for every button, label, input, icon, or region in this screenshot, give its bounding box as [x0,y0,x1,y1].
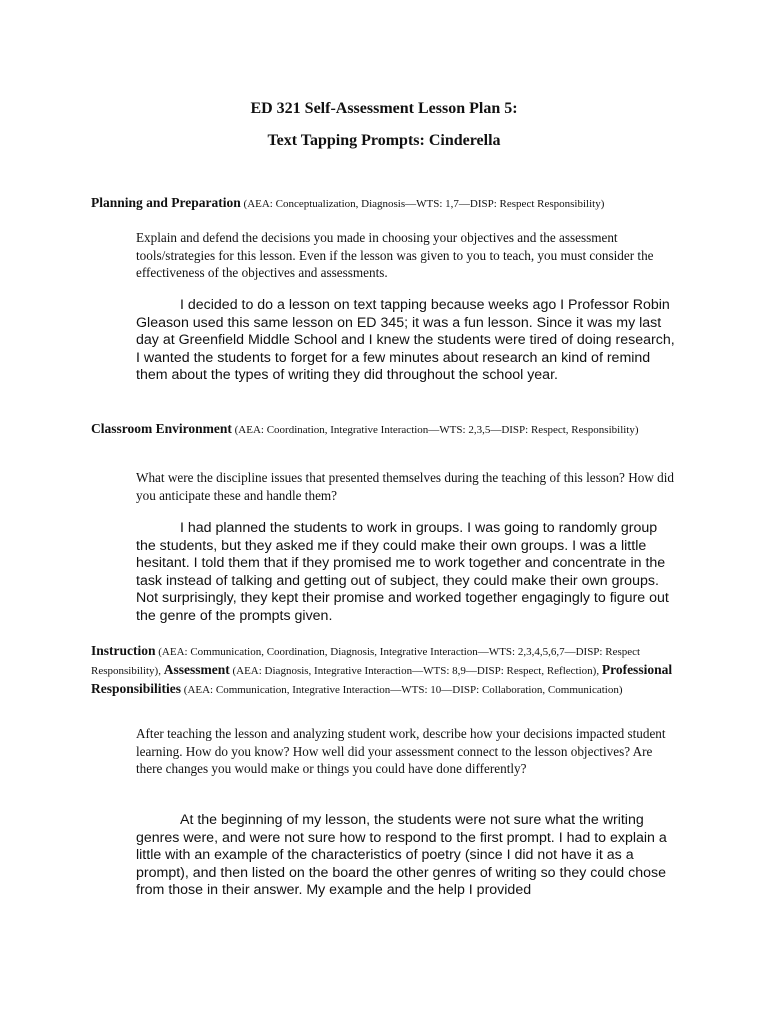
reflection-prompt [136,725,676,778]
section-heading-environment [91,420,691,439]
reflection-answer [136,297,676,385]
document-subtitle: Text Tapping Prompts: Cinderella [267,132,501,149]
document-title: ED 321 Self-Assessment Lesson Plan 5: [250,100,518,117]
heading-label: Assessment [163,662,230,677]
standards-text: (AEA: Conceptualization, Diagnosis—WTS: 1,7—DISP: Respect Responsibility) [240,198,605,210]
heading-label: Planning and Preparation [91,195,241,210]
heading-label: Classroom Environment [91,421,232,436]
standards-text: (AEA: Communication, Coordination, Diagnosis, Integrative Interaction—WTS: 2,3,4,5,6,7—DISP: Respect Responsibility), [91,646,641,677]
answer-text: I had planned the students to work in groups. I was going to randomly group the students, but they asked me if they could make their own groups. I was a little hesitant. I told them that if they promised me to work together and concentrate in the task instead of talking and getting out of subject, they could make their own groups. Not surprisingly, they kept their promise and worked together engagingly to figure out the genre of the prompts given. [136,520,669,624]
reflection-prompt [136,469,676,504]
section-heading-instruction [91,642,681,699]
section-heading-planning [91,194,691,213]
prompt-text: What were the discipline issues that presented themselves during the teaching of this lesson? How did you anticipate these and handle them? [136,470,674,503]
reflection-answer [136,520,676,625]
answer-text: At the beginning of my lesson, the students were not sure what the writing genres were, and were not sure how to respond to the first prompt. I had to explain a little with an example of the characteristics of poetry (since I did not have it as a prompt), and then listed on the board the other genres of writing so they could chose from those in their answer. My example and the help I provided [136,812,667,898]
reflection-answer [136,812,676,900]
standards-text: (AEA: Communication, Integrative Interaction—WTS: 10—DISP: Collaboration, Communication) [181,684,623,696]
standards-text: (AEA: Diagnosis, Integrative Interaction—WTS: 8,9—DISP: Respect, Reflection), [229,665,602,677]
prompt-text: Explain and defend the decisions you made in choosing your objectives and the assessment tools/strategies for this lesson. Even if the lesson was given to you to teach, you must consider the effectiveness of the objectives and assessments. [136,230,654,280]
answer-text: I decided to do a lesson on text tapping because weeks ago I Professor Robin Gleason used this same lesson on ED 345; it was a fun lesson. Since it was my last day at Greenfield Middle School and I knew the students were tired of doing research, I wanted the students to forget for a few minutes about research an kind of remind them about the types of writing they did throughout the school year. [136,297,675,383]
heading-label: Instruction [91,643,156,658]
reflection-prompt [136,229,676,282]
prompt-text: After teaching the lesson and analyzing student work, describe how your decisions impacted student learning. How do you know? How well did your assessment connect to the lesson objectives? Are there changes you would make or things you could have done differently? [136,726,666,776]
standards-text: (AEA: Coordination, Integrative Interaction—WTS: 2,3,5—DISP: Respect, Responsibility) [231,424,639,436]
heading-label: Professional Responsibilities [91,662,673,696]
